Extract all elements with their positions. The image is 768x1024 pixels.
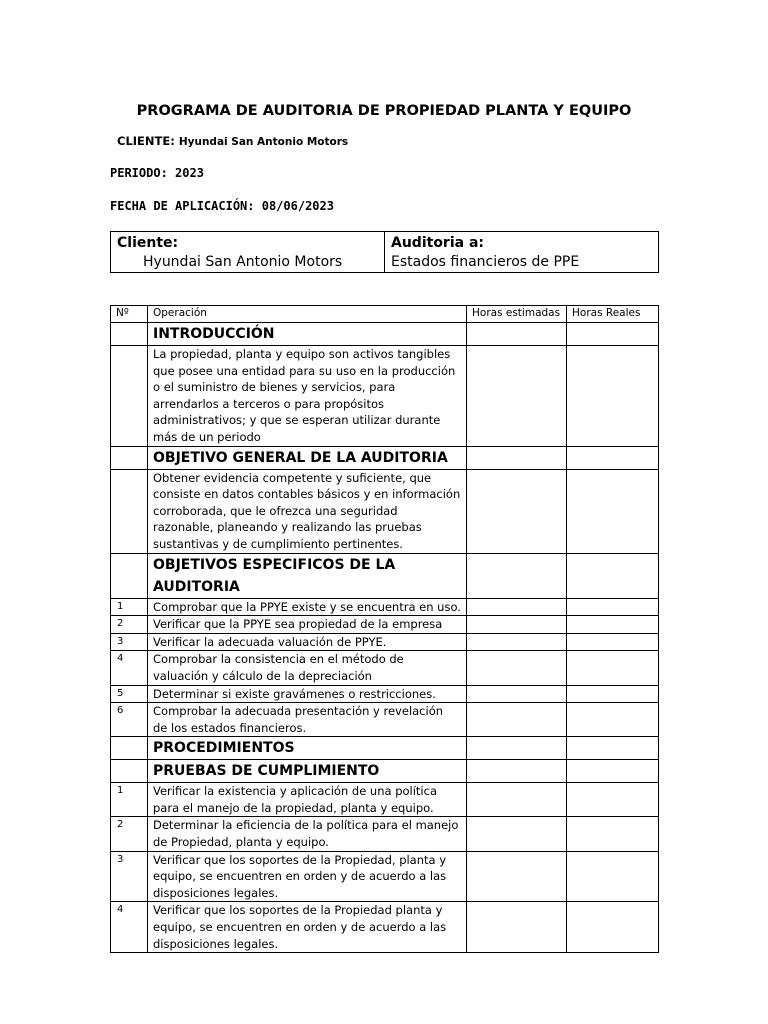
audit-cell xyxy=(385,232,659,273)
table-row xyxy=(111,553,659,598)
client-line xyxy=(117,134,348,148)
row-number: 3 xyxy=(111,851,148,902)
audit-program-table xyxy=(110,305,659,953)
row-real-hours xyxy=(567,851,659,902)
table-header-row xyxy=(111,306,659,323)
row-number: 4 xyxy=(111,651,148,685)
row-number xyxy=(111,553,148,598)
row-number: 2 xyxy=(111,616,148,634)
row-operation: Verificar que los soportes de la Propiedad, planta y equipo, se encuentren en orden y de acuerdo a las disposiciones legales. xyxy=(148,851,467,902)
row-number: 2 xyxy=(111,817,148,851)
row-real-hours xyxy=(567,703,659,737)
section-heading: PRUEBAS DE CUMPLIMIENTO xyxy=(148,760,467,783)
row-real-hours xyxy=(567,553,659,598)
row-estimated-hours xyxy=(467,703,567,737)
table-row xyxy=(111,446,659,469)
row-number xyxy=(111,737,148,760)
client-cell-label: Cliente: xyxy=(117,235,179,251)
table-row xyxy=(111,633,659,651)
document-title: PROGRAMA DE AUDITORIA DE PROPIEDAD PLANTA Y EQUIPO xyxy=(136,103,632,119)
row-number xyxy=(111,346,148,447)
row-real-hours xyxy=(567,685,659,703)
row-number: 1 xyxy=(111,598,148,616)
section-heading: OBJETIVO GENERAL DE LA AUDITORIA xyxy=(148,446,467,469)
row-number xyxy=(111,446,148,469)
client-cell xyxy=(111,232,385,273)
row-estimated-hours xyxy=(467,685,567,703)
table-row xyxy=(111,346,659,447)
row-real-hours xyxy=(567,469,659,553)
row-real-hours xyxy=(567,616,659,634)
header-operation: Operación xyxy=(148,306,467,323)
table-row xyxy=(111,469,659,553)
row-estimated-hours xyxy=(467,851,567,902)
row-operation: Determinar si existe gravámenes o restricciones. xyxy=(148,685,467,703)
row-estimated-hours xyxy=(467,783,567,817)
audit-cell-label: Auditoria a: xyxy=(391,235,485,251)
client-name: Hyundai San Antonio Motors xyxy=(178,136,349,148)
client-label: CLIENTE: xyxy=(117,134,175,148)
row-estimated-hours xyxy=(467,446,567,469)
table-row xyxy=(111,817,659,851)
row-real-hours xyxy=(567,817,659,851)
row-number: 6 xyxy=(111,703,148,737)
row-number: 5 xyxy=(111,685,148,703)
client-info-table xyxy=(110,231,659,273)
row-estimated-hours xyxy=(467,633,567,651)
row-operation: Verificar que la PPYE sea propiedad de la empresa xyxy=(148,616,467,634)
table-row xyxy=(111,851,659,902)
row-real-hours xyxy=(567,760,659,783)
table-row xyxy=(111,703,659,737)
table-row xyxy=(111,685,659,703)
row-estimated-hours xyxy=(467,598,567,616)
row-real-hours xyxy=(567,651,659,685)
application-date-line: FECHA DE APLICACIÓN: 08/06/2023 xyxy=(110,199,334,213)
row-number: 1 xyxy=(111,783,148,817)
header-estimated-hours: Horas estimadas xyxy=(467,306,567,323)
table-row xyxy=(111,760,659,783)
row-real-hours xyxy=(567,902,659,953)
row-estimated-hours xyxy=(467,323,567,346)
header-number: Nº xyxy=(111,306,148,323)
row-real-hours xyxy=(567,783,659,817)
table-row xyxy=(111,598,659,616)
row-estimated-hours xyxy=(467,902,567,953)
row-real-hours xyxy=(567,323,659,346)
row-real-hours xyxy=(567,633,659,651)
row-number: 4 xyxy=(111,902,148,953)
row-estimated-hours xyxy=(467,553,567,598)
row-estimated-hours xyxy=(467,817,567,851)
table-row xyxy=(111,616,659,634)
row-operation: Verificar la adecuada valuación de PPYE. xyxy=(148,633,467,651)
row-real-hours xyxy=(567,737,659,760)
row-estimated-hours xyxy=(467,760,567,783)
row-operation: Determinar la eficiencia de la política para el manejo de Propiedad, planta y equipo. xyxy=(148,817,467,851)
table-row xyxy=(111,902,659,953)
section-heading: INTRODUCCIÓN xyxy=(148,323,467,346)
row-operation: Verificar la existencia y aplicación de una política para el manejo de la propiedad, planta y equipo. xyxy=(148,783,467,817)
table-row xyxy=(111,323,659,346)
row-real-hours xyxy=(567,446,659,469)
section-heading: OBJETIVOS ESPECIFICOS DE LA AUDITORIA xyxy=(148,553,467,598)
row-operation: Comprobar la consistencia en el método de valuación y cálculo de la depreciación xyxy=(148,651,467,685)
row-estimated-hours xyxy=(467,346,567,447)
row-operation: Comprobar que la PPYE existe y se encuentra en uso. xyxy=(148,598,467,616)
client-cell-value: Hyundai San Antonio Motors xyxy=(143,254,343,270)
table-row xyxy=(111,737,659,760)
row-operation: Obtener evidencia competente y suficiente, que consiste en datos contables básicos y en información corroborada, que le ofrezca una seguridad razonable, planeando y realizando las pruebas sustantivas y de cumplimiento pertinentes. xyxy=(148,469,467,553)
row-estimated-hours xyxy=(467,469,567,553)
row-number xyxy=(111,323,148,346)
row-number xyxy=(111,760,148,783)
section-heading: PROCEDIMIENTOS xyxy=(148,737,467,760)
table-row xyxy=(111,651,659,685)
table-row xyxy=(111,783,659,817)
header-real-hours: Horas Reales xyxy=(567,306,659,323)
row-estimated-hours xyxy=(467,737,567,760)
row-estimated-hours xyxy=(467,616,567,634)
row-number: 3 xyxy=(111,633,148,651)
period-line: PERIODO: 2023 xyxy=(110,166,204,180)
audit-cell-value: Estados financieros de PPE xyxy=(391,254,580,270)
row-operation: La propiedad, planta y equipo son activos tangibles que posee una entidad para su uso en la producción o el suministro de bienes y servicios, para arrendarlos a terceros o para propósitos administrativos; y que se esperan utilizar durante más de un periodo xyxy=(148,346,467,447)
row-operation: Verificar que los soportes de la Propiedad planta y equipo, se encuentren en orden y de acuerdo a las disposiciones legales. xyxy=(148,902,467,953)
row-operation: Comprobar la adecuada presentación y revelación de los estados financieros. xyxy=(148,703,467,737)
row-number xyxy=(111,469,148,553)
row-real-hours xyxy=(567,346,659,447)
row-real-hours xyxy=(567,598,659,616)
row-estimated-hours xyxy=(467,651,567,685)
